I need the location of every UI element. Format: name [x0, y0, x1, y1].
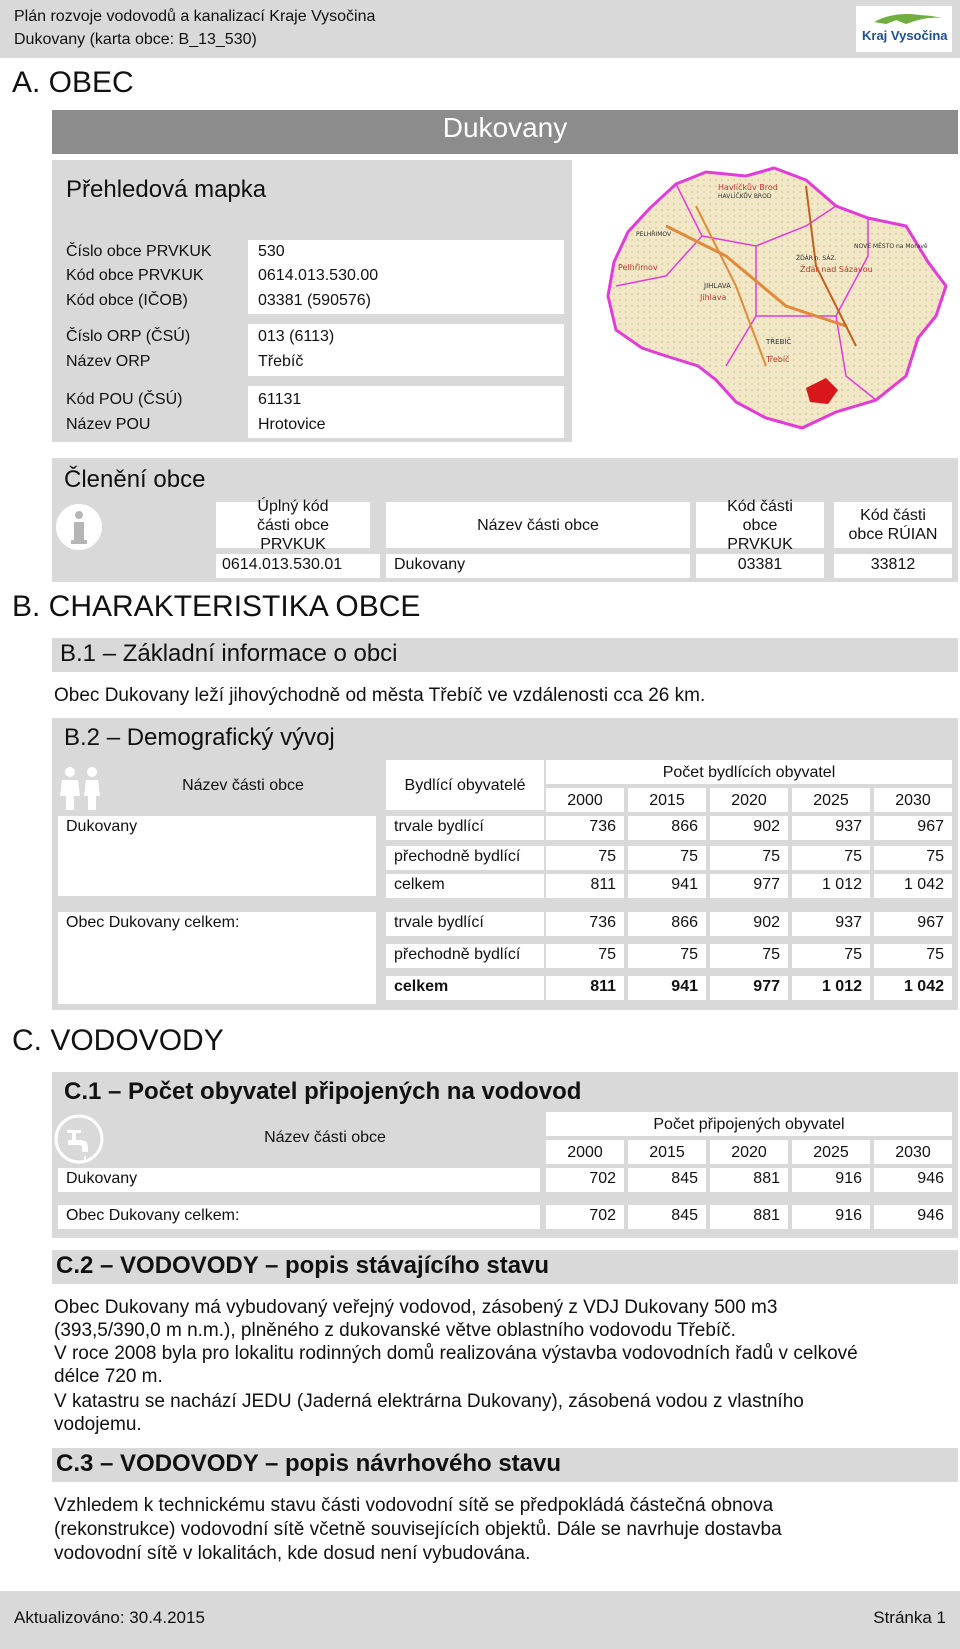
- overview-map: [606, 166, 950, 436]
- region-map-icon: [606, 166, 950, 436]
- c1-title: C.1 – Počet obyvatel připojených na vodovod: [64, 1078, 582, 1105]
- clenen-cell-ruian: 33812: [834, 554, 952, 578]
- section-c-title: C. VODOVODY: [12, 1024, 224, 1057]
- header-line2: Dukovany (karta obce: B_13_530): [14, 31, 257, 48]
- b2-g1-r2-v2020: 75: [710, 846, 788, 870]
- info-label-orp-name: Název ORP: [66, 353, 151, 370]
- b2-year-2015: 2015: [628, 788, 706, 812]
- c1-year-2015: 2015: [628, 1140, 706, 1164]
- clenen-header-ruian: Kód části obce RÚIAN: [834, 502, 952, 548]
- b2-g2-r3-v2030: 1 042: [874, 976, 952, 1000]
- info-value-orp-name: Třebíč: [258, 353, 304, 370]
- c2-line3: V roce 2008 byla pro lokalitu rodinných domů realizována výstavba vodovodních řadů v celkové: [54, 1343, 858, 1364]
- b2-g1-r1-v2000: 736: [546, 816, 624, 840]
- clenen-cell-code: 03381: [696, 554, 824, 578]
- info-value-kod: 0614.013.530.00: [258, 267, 379, 284]
- b2-g2-r3-v2015: 941: [628, 976, 706, 1000]
- b2-g1-r3-v2000: 811: [546, 874, 624, 898]
- b2-group2-namecell-ext: [58, 936, 376, 1004]
- b2-group1-name: Dukovany: [58, 816, 376, 840]
- info-label-kod: Kód obce PRVKUK: [66, 267, 204, 284]
- info-label-pou-name: Název POU: [66, 416, 151, 433]
- map-label-ji: Jihlava: [700, 293, 727, 302]
- c2-line5: V katastru se nachází JEDU (Jaderná elektrárna Dukovany), zásobená vodou z vlastního: [54, 1391, 804, 1412]
- map-label-zd-caps: ŽĎÁR n. SÁZ.: [796, 255, 837, 262]
- map-title: Přehledová mapka: [66, 176, 267, 203]
- c3-title: C.3 – VODOVODY – popis návrhového stavu: [56, 1450, 562, 1477]
- b2-g1-r2-v2025: 75: [792, 846, 870, 870]
- clenen-cell-name: Dukovany: [386, 554, 690, 578]
- b2-g1-r3-type: celkem: [386, 874, 544, 898]
- info-value-cislo: 530: [258, 243, 285, 260]
- c1-row1-name: Dukovany: [58, 1168, 540, 1192]
- b2-g2-r1-v2015: 866: [628, 912, 706, 936]
- c1-header-name: Název části obce: [110, 1112, 540, 1162]
- b2-g2-r2-v2020: 75: [710, 944, 788, 968]
- info-label-cislo: Číslo obce PRVKUK: [66, 243, 212, 260]
- map-label-tr: Třebíč: [766, 355, 790, 364]
- header-line1: Plán rozvoje vodovodů a kanalizací Kraje Vysočina: [14, 8, 376, 25]
- b2-group2-name: Obec Dukovany celkem:: [58, 912, 376, 936]
- c2-title: C.2 – VODOVODY – popis stávajícího stavu: [56, 1252, 550, 1279]
- c1-year-2000: 2000: [546, 1140, 624, 1164]
- info-value-icob: 03381 (590576): [258, 292, 371, 309]
- c1-row2-v2025: 916: [792, 1205, 870, 1229]
- map-label-tr-caps: TŘEBÍČ: [766, 338, 792, 346]
- b1-text: Obec Dukovany leží jihovýchodně od města Třebíč ve vzdálenosti cca 26 km.: [54, 685, 706, 706]
- clenen-header-name: Název části obce: [386, 502, 690, 548]
- c1-row2-name: Obec Dukovany celkem:: [58, 1205, 540, 1229]
- b2-g1-r2-v2030: 75: [874, 846, 952, 870]
- b2-g2-r3-v2025: 1 012: [792, 976, 870, 1000]
- map-label-hb: Havlíčkův Brod: [718, 183, 778, 192]
- map-label-pe-caps: PELHŘIMOV: [636, 231, 672, 238]
- info-label-pou-code: Kód POU (ČSÚ): [66, 391, 183, 408]
- b2-year-2000: 2000: [546, 788, 624, 812]
- map-label-hb-caps: HAVLÍČKŮV BROD: [718, 193, 772, 200]
- c1-row1-v2020: 881: [710, 1168, 788, 1192]
- logo: [856, 6, 952, 52]
- b2-g2-r3-v2000: 811: [546, 976, 624, 1000]
- c3-line3: vodovodní sítě v lokalitách, kde dosud není vybudována.: [54, 1543, 531, 1564]
- b2-g2-r3-v2020: 977: [710, 976, 788, 1000]
- c2-line4: délce 720 m.: [54, 1366, 163, 1387]
- b2-g2-r1-v2020: 902: [710, 912, 788, 936]
- b2-g2-r2-v2000: 75: [546, 944, 624, 968]
- b2-g1-r1-v2030: 967: [874, 816, 952, 840]
- clenen-title: Členění obce: [64, 466, 206, 493]
- info-value-pou-code: 61131: [258, 391, 302, 408]
- b2-g1-r3-v2015: 941: [628, 874, 706, 898]
- c1-row2-v2030: 946: [874, 1205, 952, 1229]
- b2-g2-r1-v2030: 967: [874, 912, 952, 936]
- obec-name: Dukovany: [442, 112, 568, 143]
- map-label-zd: Žďár nad Sázavou: [800, 265, 873, 274]
- c2-line6: vodojemu.: [54, 1414, 142, 1435]
- c3-line1: Vzhledem k technickému stavu části vodovodní sítě se předpokládá částečná obnova: [54, 1495, 774, 1516]
- c1-year-2025: 2025: [792, 1140, 870, 1164]
- info-value-pou-name: Hrotovice: [258, 416, 326, 433]
- b2-g1-r2-v2015: 75: [628, 846, 706, 870]
- b2-g2-r3-type: celkem: [386, 976, 544, 1000]
- b2-year-2020: 2020: [710, 788, 788, 812]
- clenen-header-code: Kód části obce PRVKUK: [696, 502, 824, 548]
- b2-g2-r1-type: trvale bydlící: [386, 912, 544, 936]
- b2-g1-r2-type: přechodně bydlící: [386, 846, 544, 870]
- b1-title: B.1 – Základní informace o obci: [60, 640, 398, 667]
- b2-g1-r2-v2000: 75: [546, 846, 624, 870]
- b2-g2-r2-v2015: 75: [628, 944, 706, 968]
- map-label-ji-caps: JIHLAVA: [704, 282, 731, 290]
- c1-row2-v2020: 881: [710, 1205, 788, 1229]
- b2-header-group: Počet bydlících obyvatel: [546, 760, 952, 784]
- c2-line2: (393,5/390,0 m n.m.), plněného z dukovanské větve oblastního vodovodu Třebíč.: [54, 1320, 736, 1341]
- c1-year-2030: 2030: [874, 1140, 952, 1164]
- b2-g2-r1-v2000: 736: [546, 912, 624, 936]
- b2-g2-r2-type: přechodně bydlící: [386, 944, 544, 968]
- c1-row2-v2015: 845: [628, 1205, 706, 1229]
- b2-year-2030: 2030: [874, 788, 952, 812]
- map-label-pe: Pelhřimov: [618, 263, 658, 272]
- logo-text: Kraj Vysočina: [862, 28, 948, 43]
- b2-g2-r2-v2025: 75: [792, 944, 870, 968]
- b2-g2-r1-v2025: 937: [792, 912, 870, 936]
- b2-year-2025: 2025: [792, 788, 870, 812]
- info-value-orp-code: 013 (6113): [258, 328, 335, 345]
- b2-g1-r1-v2025: 937: [792, 816, 870, 840]
- c1-row1-v2015: 845: [628, 1168, 706, 1192]
- b2-header-name: Název části obce: [110, 760, 376, 810]
- c1-row1-v2025: 916: [792, 1168, 870, 1192]
- c1-row2-v2000: 702: [546, 1205, 624, 1229]
- clenen-cell-full-code: 0614.013.530.01: [216, 554, 380, 578]
- c2-line1: Obec Dukovany má vybudovaný veřejný vodovod, zásobený z VDJ Dukovany 500 m3: [54, 1297, 778, 1318]
- c3-line2: (rekonstrukce) vodovodní sítě včetně souvisejících objektů. Dále se navrhuje dostavba: [54, 1519, 782, 1540]
- b2-g1-r3-v2030: 1 042: [874, 874, 952, 898]
- b2-g1-r3-v2020: 977: [710, 874, 788, 898]
- b2-title: B.2 – Demografický vývoj: [64, 724, 335, 751]
- tap-icon: [54, 1114, 104, 1164]
- footer-page: Stránka 1: [873, 1608, 946, 1627]
- b2-g2-r2-v2030: 75: [874, 944, 952, 968]
- b2-g1-r1-v2015: 866: [628, 816, 706, 840]
- info-icon: [54, 502, 104, 552]
- info-label-orp-code: Číslo ORP (ČSÚ): [66, 328, 191, 345]
- b2-g1-r3-v2025: 1 012: [792, 874, 870, 898]
- b2-g1-r1-v2020: 902: [710, 816, 788, 840]
- people-icon: [58, 766, 104, 810]
- info-label-icob: Kód obce (IČOB): [66, 292, 188, 309]
- c1-row1-v2030: 946: [874, 1168, 952, 1192]
- b2-g1-r1-type: trvale bydlící: [386, 816, 544, 840]
- footer-updated: Aktualizováno: 30.4.2015: [14, 1608, 205, 1627]
- c1-row1-v2000: 702: [546, 1168, 624, 1192]
- c1-header-group: Počet připojených obyvatel: [546, 1112, 952, 1136]
- b2-group1-namecell-ext: [58, 840, 376, 896]
- section-a-title: A. OBEC: [12, 66, 134, 99]
- section-b-title: B. CHARAKTERISTIKA OBCE: [12, 590, 421, 623]
- c1-year-2020: 2020: [710, 1140, 788, 1164]
- clenen-header-full-code: Úplný kód části obce PRVKUK: [216, 502, 370, 548]
- map-label-nm: NOVÉ MĚSTO na Moravě: [854, 243, 928, 250]
- b2-header-type: Bydlící obyvatelé: [386, 760, 544, 810]
